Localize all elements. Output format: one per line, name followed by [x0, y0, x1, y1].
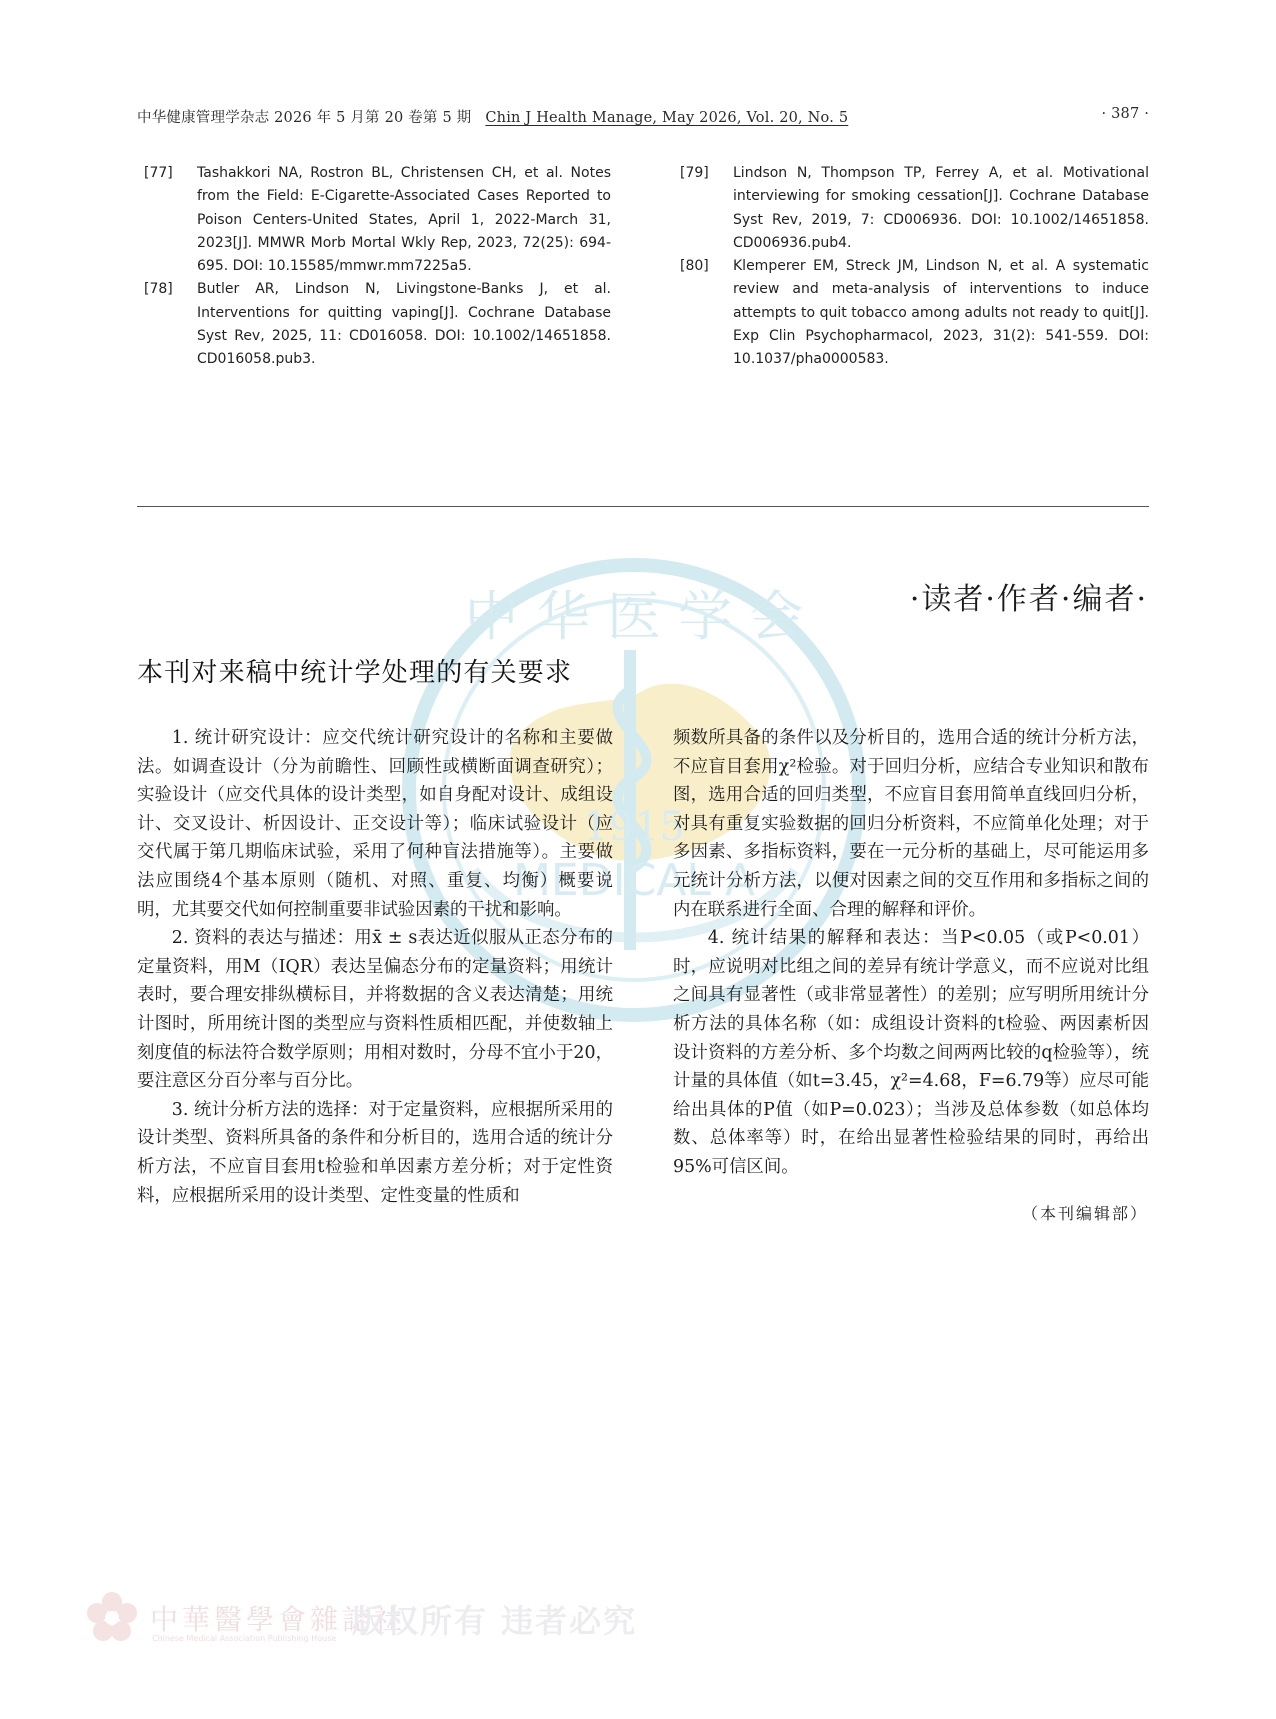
seal-text-latin: MEDICAL A — [512, 855, 756, 906]
publisher-watermark — [84, 1590, 638, 1660]
page-number: · 387 · — [1101, 106, 1149, 122]
reference-item — [673, 255, 1149, 371]
body-column-left — [137, 724, 613, 1210]
reference-number: [77] — [144, 165, 173, 181]
body-column-right — [673, 724, 1149, 1182]
reference-list-right — [673, 162, 1149, 372]
seal-year: 1915 — [583, 804, 685, 850]
section-tag: ·读者·作者·编者· — [909, 582, 1148, 617]
publisher-flower-emblem-icon — [84, 1590, 140, 1646]
running-header — [137, 106, 1149, 130]
article-title: 本刊对来稿中统计学处理的有关要求 — [137, 658, 573, 688]
reference-item — [137, 278, 611, 371]
paragraph-method-selection-continued: 频数所具备的条件以及分析目的，选用合适的统计分析方法，不应盲目套用χ²检验。对于回归分析，应结合专业知识和散布图，选用合适的回归类型，不应盲目套用简单直线回归分析，对具有重复实验数据的回归分析资料，不应简单化处理；对于多因素、多指标资料，要在一元分析的基础上，尽可能运用多元统计分析方法，以便对因素之间的交互作用和多指标之间的内在联系进行全面、合理的解释和评价。 — [673, 728, 1149, 920]
reference-text: Butler AR, Lindson N, Livingstone-Banks J, et al. Interventions for quitting vaping[J]. Cochrane Database Syst Rev, 2025, 11: CD016058. DOI: 10.1002/14651858. CD016058.pub3. — [197, 281, 611, 368]
publisher-name: 中華醫學會雜誌社 — [150, 1603, 407, 1636]
reference-number: [78] — [144, 281, 173, 298]
journal-citation — [137, 106, 848, 127]
publisher-name-en: Chinese Medical Association Publishing House — [152, 1634, 337, 1643]
copyright-notice: 版权所有 违者必究 — [352, 1602, 638, 1640]
reference-item — [137, 162, 611, 278]
seal-text-top: 中 华 医 学 会 — [464, 585, 804, 648]
paragraph-result-interpretation: 4. 统计结果的解释和表达：当P<0.05（或P<0.01）时，应说明对比组之间的差异有统计学意义，而不应说对比组之间具有显著性（或非常显著性）的差别；应写明所用统计分析方法的具体名称（如：成组设计资料的t检验、两因素析因设计资料的方差分析、多个均数之间两两比较的q检验等），统计量的具体值（如t=3.45，χ²=4.68，F=6.79等）应尽可能给出具体的P值（如P=0.023）；当涉及总体参数（如总体均数、总体率等）时，在给出显著性检验结果的同时，再给出95%可信区间。 — [673, 928, 1149, 1177]
paragraph-method-selection: 3. 统计分析方法的选择：对于定量资料，应根据所采用的设计类型、资料所具备的条件和分析目的，选用合适的统计分析方法，不应盲目套用t检验和单因素方差分析；对于定性资料，应根据所采用的设计类型、定性变量的性质和 — [137, 1099, 613, 1206]
paragraph-study-design: 1. 统计研究设计：应交代统计研究设计的名称和主要做法。如调查设计（分为前瞻性、回顾性或横断面调查研究）；实验设计（应交代具体的设计类型，如自身配对设计、成组设计、交叉设计、析因设计、正交设计等）；临床试验设计（应交代属于第几期临床试验，采用了何种盲法措施等）。主要做法应围绕4个基本原则（随机、对照、重复、均衡）概要说明，尤其要交代如何控制重要非试验因素的干扰和影响。 — [137, 728, 613, 920]
reference-number: [80] — [680, 258, 709, 275]
reference-text: Tashakkori NA, Rostron BL, Christensen CH, et al. Notes from the Field: E-Cigarette-Associated Cases Reported to Poison Centers-United States, April 1, 2022-March 31, 2023[J]. MMWR Morb Mortal Wkly Rep, 2023, 72(25): 694-695. DOI: 10.15585/mmwr.mm7225a5. — [197, 165, 611, 275]
editorial-signature: （本刊编辑部） — [1021, 1204, 1148, 1223]
reference-list-left — [137, 162, 611, 372]
journal-title-cn: 中华健康管理学杂志 2026 年 5 月第 20 卷第 5 期 — [137, 110, 472, 126]
reference-text: Klemperer EM, Streck JM, Lindson N, et al. A systematic review and meta-analysis of interventions to induce attempts to quit tobacco among adults not ready to quit[J]. Exp Clin Psychopharmacol, 2023, 31(2): 541-559. DOI: 10.1037/pha0000583. — [733, 258, 1149, 368]
section-divider — [137, 506, 1149, 507]
reference-item — [673, 162, 1149, 255]
journal-title-en: Chin J Health Manage, May 2026, Vol. 20, No. 5 — [485, 110, 849, 126]
paragraph-data-description: 2. 资料的表达与描述：用x̄ ± s表达近似服从正态分布的定量资料，用M（IQR）表达呈偏态分布的定量资料；用统计表时，要合理安排纵横标目，并将数据的含义表达清楚；用统计图时，所用统计图的类型应与资料性质相匹配，并使数轴上刻度值的标法符合数学原则；用相对数时，分母不宜小于20，要注意区分百分率与百分比。 — [137, 928, 613, 1092]
reference-text: Lindson N, Thompson TP, Ferrey A, et al. Motivational interviewing for smoking cessation[J]. Cochrane Database Syst Rev, 2019, 7: CD006936. DOI: 10.1002/14651858. CD006936.pub4. — [733, 165, 1149, 251]
reference-number: [79] — [680, 165, 709, 181]
